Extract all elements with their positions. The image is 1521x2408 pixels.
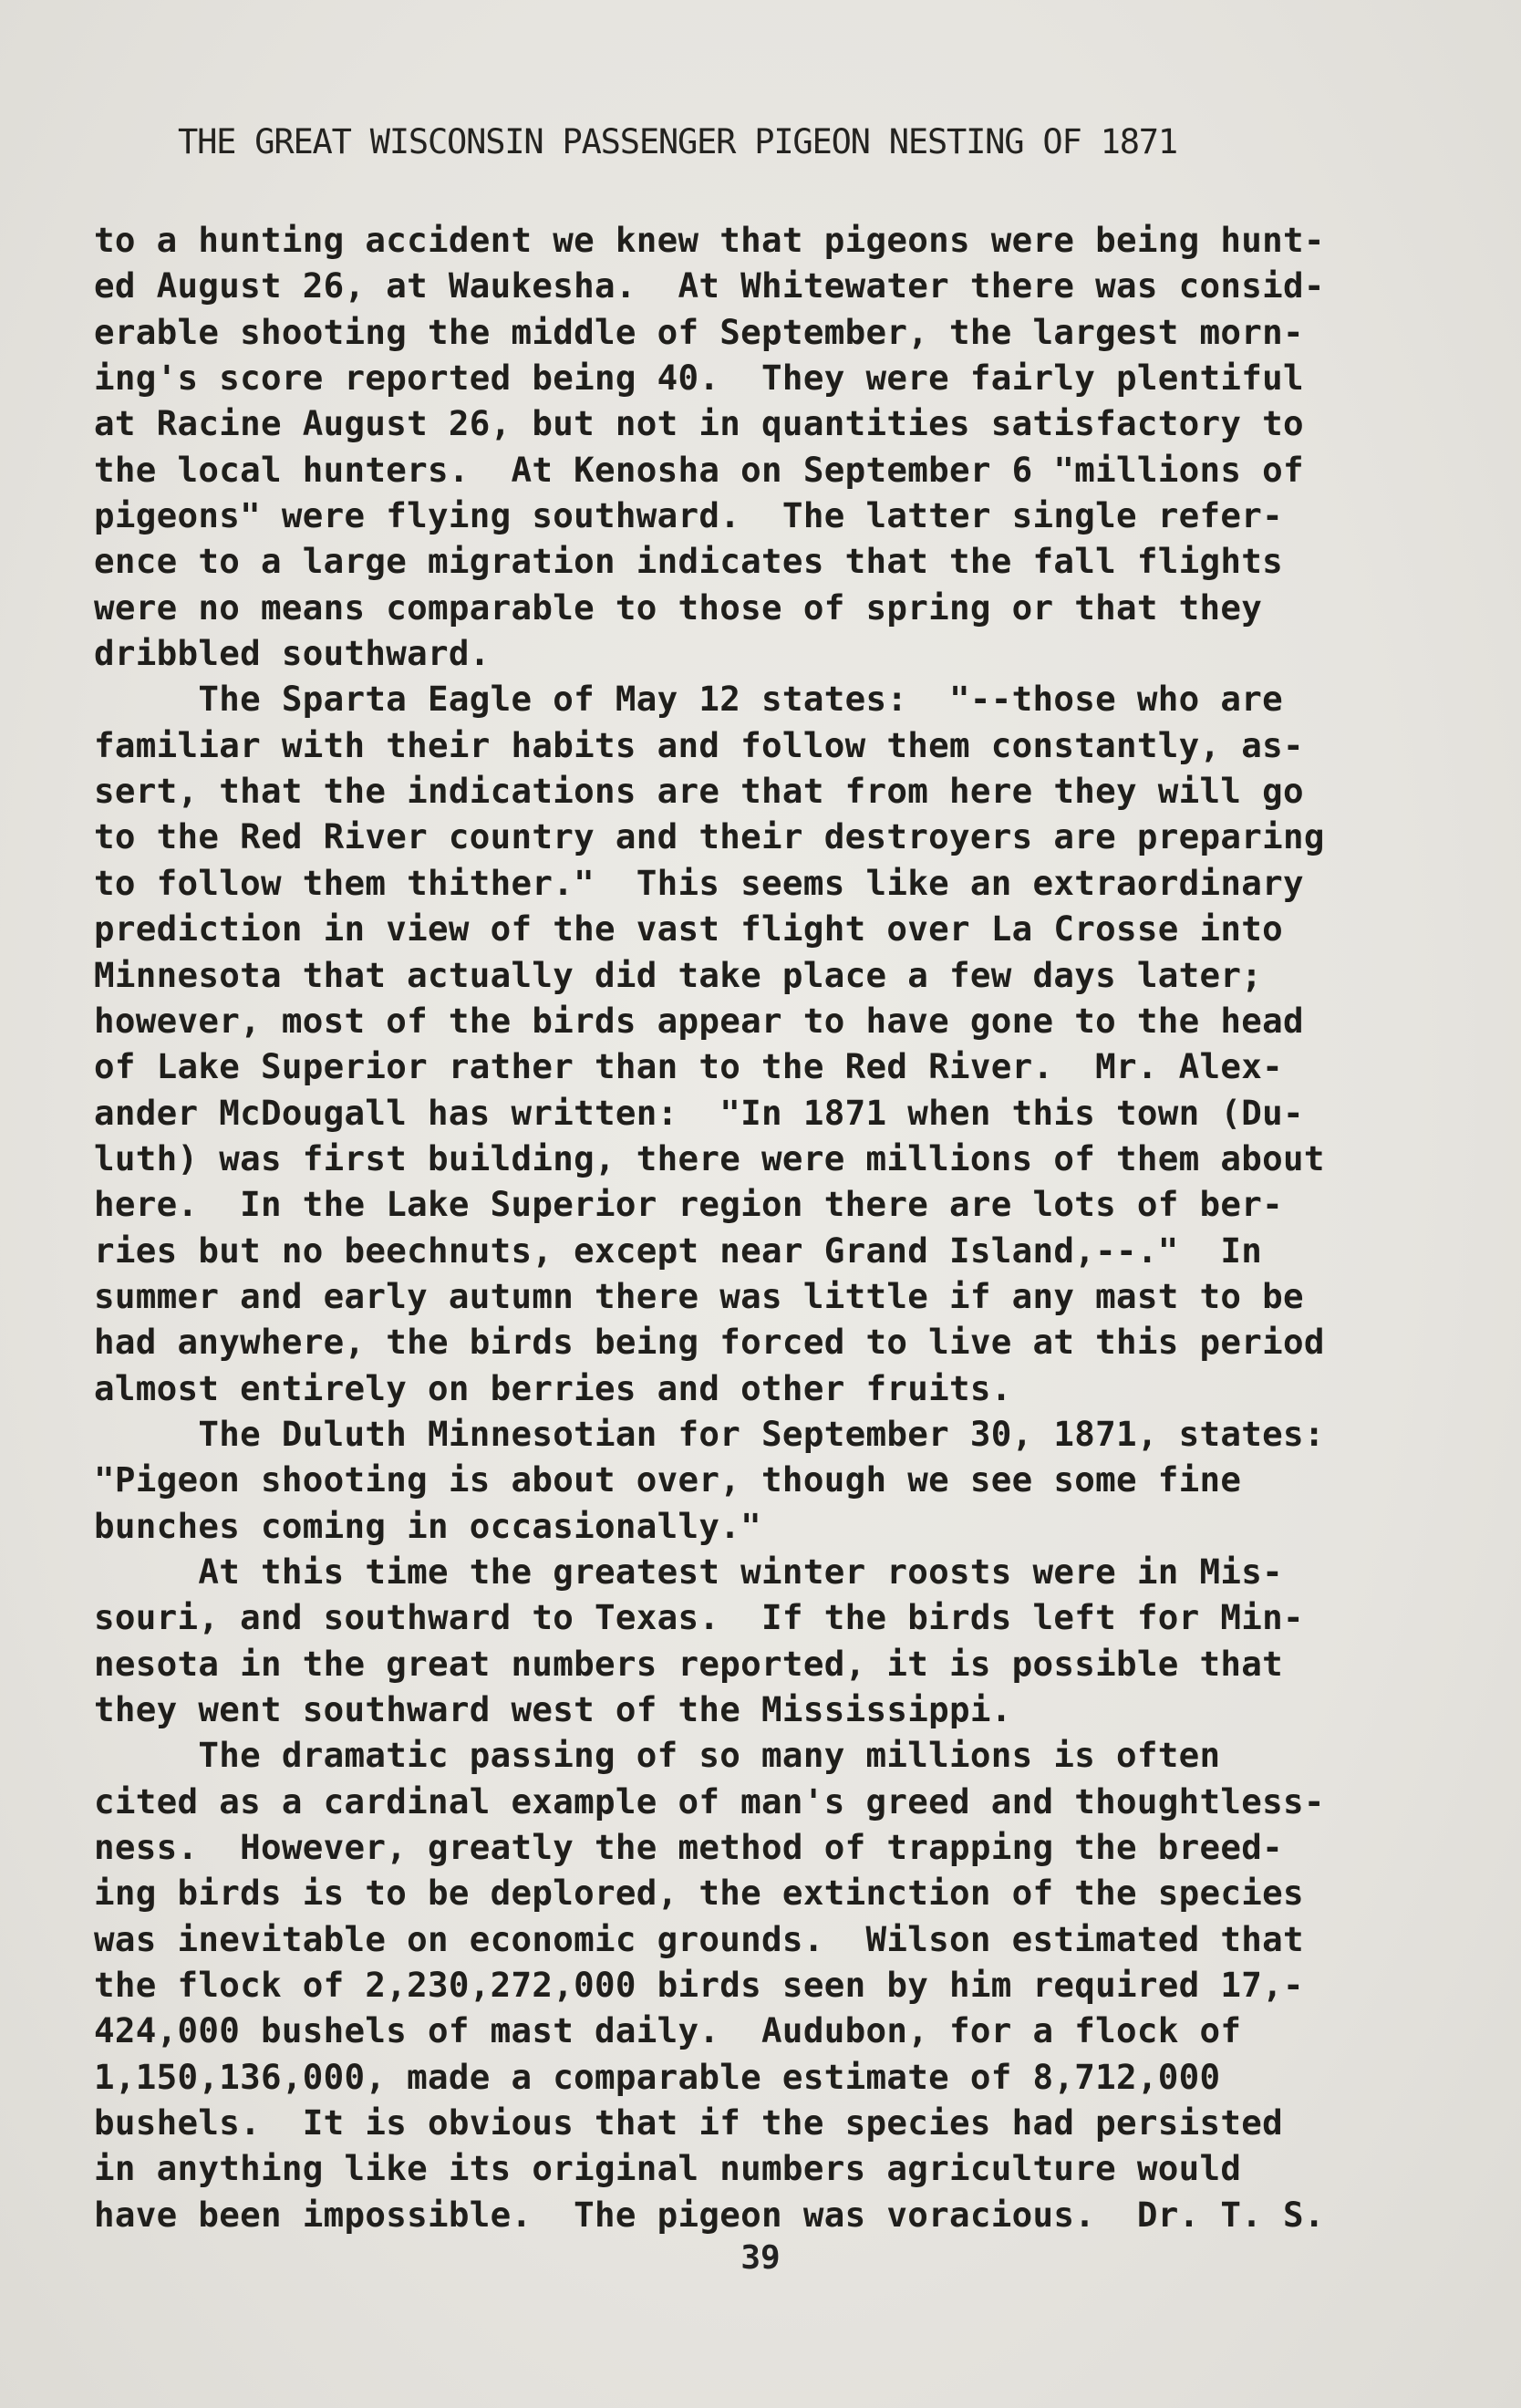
- text-line: sert, that the indications are that from here they will go: [94, 771, 1304, 812]
- text-line: they went southward west of the Mississippi.: [94, 1689, 1012, 1729]
- text-line: the local hunters. At Kenosha on September 6 "millions of: [94, 449, 1304, 490]
- text-line: luth) was first building, there were millions of them about: [94, 1137, 1325, 1178]
- text-line: bushels. It is obvious that if the species had persisted: [94, 2102, 1283, 2143]
- text-line: ness. However, greatly the method of trapping the breed-: [94, 1827, 1283, 1868]
- text-line: here. In the Lake Superior region there are lots of ber-: [94, 1184, 1283, 1225]
- running-head: THE GREAT WISCONSIN PASSENGER PIGEON NESTING OF 1871: [178, 122, 1177, 161]
- text-line: ed August 26, at Waukesha. At Whitewater there was consid-: [94, 265, 1325, 306]
- text-line: at Racine August 26, but not in quantities satisfactory to: [94, 403, 1304, 444]
- text-line: ing's score reported being 40. They were fairly plentiful: [94, 358, 1304, 399]
- text-line: At this time the greatest winter roosts were in Mis-: [94, 1551, 1283, 1592]
- text-line: The dramatic passing of so many millions is often: [94, 1735, 1221, 1776]
- text-line: to follow them thither." This seems like an extraordinary: [94, 862, 1304, 903]
- text-line: prediction in view of the vast flight over La Crosse into: [94, 908, 1283, 950]
- text-line: 424,000 bushels of mast daily. Audubon, for a flock of: [94, 2010, 1242, 2051]
- page-number: 39: [740, 2239, 781, 2277]
- text-line: pigeons" were flying southward. The latter single refer-: [94, 495, 1283, 536]
- text-line: of Lake Superior rather than to the Red River. Mr. Alex-: [94, 1046, 1283, 1087]
- text-line: Minnesota that actually did take place a few days later;: [94, 954, 1263, 995]
- text-line: almost entirely on berries and other fruits.: [94, 1367, 1012, 1408]
- text-line: familiar with their habits and follow them constantly, as-: [94, 724, 1304, 765]
- text-line: The Duluth Minnesotian for September 30, 1871, states:: [94, 1413, 1325, 1454]
- text-line: erable shooting the middle of September, the largest morn-: [94, 311, 1304, 352]
- text-line: to a hunting accident we knew that pigeons were being hunt-: [94, 220, 1325, 260]
- text-line: have been impossible. The pigeon was voracious. Dr. T. S.: [94, 2194, 1325, 2235]
- text-line: in anything like its original numbers agriculture would: [94, 2148, 1242, 2189]
- text-line: bunches coming in occasionally.": [94, 1505, 762, 1546]
- text-line: ander McDougall has written: "In 1871 when this town (Du-: [94, 1092, 1304, 1133]
- bleed-through-text: [164, 173, 916, 219]
- text-line: were no means comparable to those of spring or that they: [94, 586, 1263, 628]
- text-line: summer and early autumn there was little if any mast to be: [94, 1275, 1304, 1316]
- text-line: The Sparta Eagle of May 12 states: "--those who are: [94, 679, 1283, 720]
- text-line: was inevitable on economic grounds. Wilson estimated that: [94, 1918, 1304, 1959]
- text-line: to the Red River country and their destroyers are preparing: [94, 816, 1325, 857]
- text-line: however, most of the birds appear to have gone to the head: [94, 1000, 1304, 1041]
- text-line: cited as a cardinal example of man's greed and thoughtless-: [94, 1780, 1325, 1822]
- body-text: [94, 217, 1462, 2237]
- text-line: souri, and southward to Texas. If the birds left for Min-: [94, 1597, 1304, 1638]
- text-line: ing birds is to be deplored, the extinction of the species: [94, 1873, 1304, 1914]
- text-line: 1,150,136,000, made a comparable estimate of 8,712,000: [94, 2056, 1221, 2097]
- text-line: had anywhere, the birds being forced to live at this period: [94, 1322, 1325, 1363]
- text-line: nesota in the great numbers reported, it is possible that: [94, 1643, 1283, 1684]
- text-line: dribbled southward.: [94, 633, 491, 674]
- text-line: ence to a large migration indicates that the fall flights: [94, 541, 1283, 582]
- text-line: the flock of 2,230,272,000 birds seen by him required 17,-: [94, 1965, 1304, 2006]
- text-line: ries but no beechnuts, except near Grand Island,--." In: [94, 1230, 1263, 1271]
- text-line: "Pigeon shooting is about over, though we see some fine: [94, 1459, 1242, 1500]
